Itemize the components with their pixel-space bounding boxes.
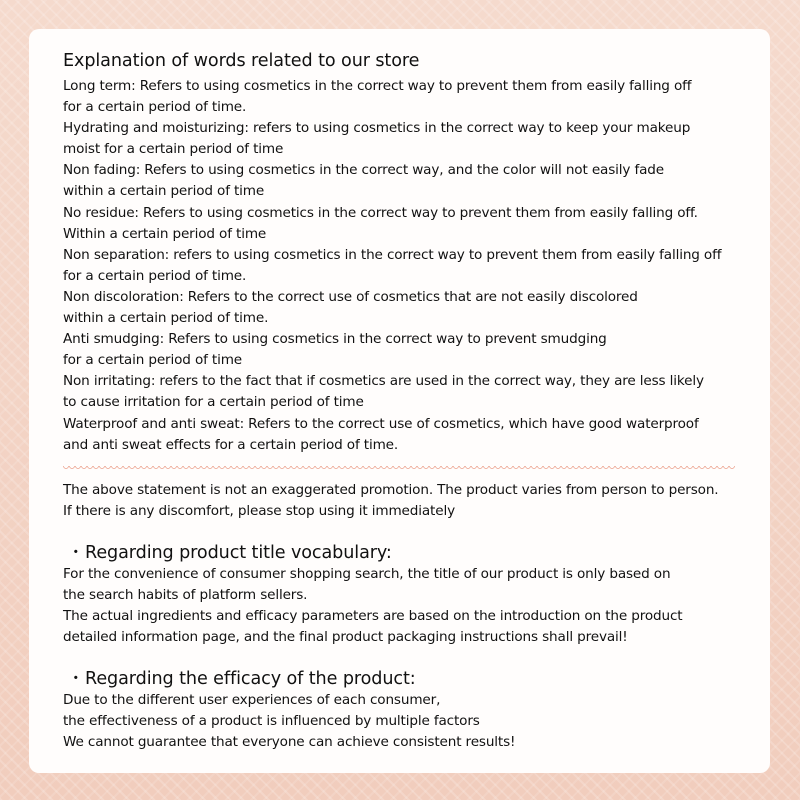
explanation-line: Non separation: refers to using cosmetics in the correct way to prevent them from easily falling off (63, 246, 722, 263)
statement-line: If there is any discomfort, please stop using it immediately (63, 502, 455, 519)
efficacy-line: We cannot guarantee that everyone can achieve consistent results! (63, 734, 516, 751)
explanation-line: and anti sweat effects for a certain period of time. (63, 436, 399, 453)
explanation-line: Waterproof and anti sweat: Refers to the correct use of cosmetics, which have good waterproof (63, 415, 699, 432)
explanation-list (63, 76, 770, 456)
explanation-line: Non discoloration: Refers to the correct use of cosmetics that are not easily discolored (63, 288, 638, 305)
explanation-line: for a certain period of time. (63, 99, 247, 116)
explanation-line: moist for a certain period of time (63, 141, 284, 158)
explanation-line: within a certain period of time. (63, 310, 269, 327)
title-vocabulary-line: the search habits of platform sellers. (63, 586, 308, 603)
statement-line: The above statement is not an exaggerated promotion. The product varies from person to person. (63, 481, 719, 498)
title-vocabulary-line: detailed information page, and the final product packaging instructions shall prevail! (63, 629, 628, 646)
explanation-line: to cause irritation for a certain period of time (63, 394, 364, 411)
efficacy-heading (67, 669, 770, 690)
content-card (29, 29, 770, 773)
title-vocabulary-heading-text: Regarding product title vocabulary: (85, 542, 392, 563)
efficacy-line: Due to the different user experiences of each consumer, (63, 692, 441, 709)
explanation-line: Within a certain period of time (63, 225, 267, 242)
efficacy-section (63, 669, 770, 753)
explanation-line: Hydrating and moisturizing: refers to using cosmetics in the correct way to keep your makeup (63, 120, 691, 137)
efficacy-line: the effectiveness of a product is influenced by multiple factors (63, 713, 480, 730)
explanation-line: for a certain period of time. (63, 267, 247, 284)
statement-block (63, 480, 770, 522)
title-vocabulary-heading (67, 543, 770, 564)
explanation-line: Non fading: Refers to using cosmetics in the correct way, and the color will not easily fade (63, 162, 664, 179)
explanation-line: Long term: Refers to using cosmetics in the correct way to prevent them from easily falling off (63, 78, 692, 94)
title-vocabulary-section (63, 543, 770, 648)
bullet-icon: ・ (67, 542, 85, 563)
explanation-line: Non irritating: refers to the fact that if cosmetics are used in the correct way, they are less likely (63, 373, 704, 390)
explanation-line: for a certain period of time (63, 352, 243, 369)
explanation-line: No residue: Refers to using cosmetics in the correct way to prevent them from easily falling off. (63, 204, 698, 221)
explanation-line: Anti smudging: Refers to using cosmetics in the correct way to prevent smudging (63, 331, 607, 348)
wavy-divider (63, 466, 735, 472)
efficacy-heading-text: Regarding the efficacy of the product: (85, 669, 416, 690)
title-vocabulary-line: The actual ingredients and efficacy parameters are based on the introduction on the product (63, 608, 683, 625)
bullet-icon: ・ (67, 669, 85, 690)
explanation-title: Explanation of words related to our store (63, 51, 420, 71)
explanation-line: within a certain period of time (63, 183, 265, 200)
title-vocabulary-line: For the convenience of consumer shopping search, the title of our product is only based on (63, 565, 671, 582)
